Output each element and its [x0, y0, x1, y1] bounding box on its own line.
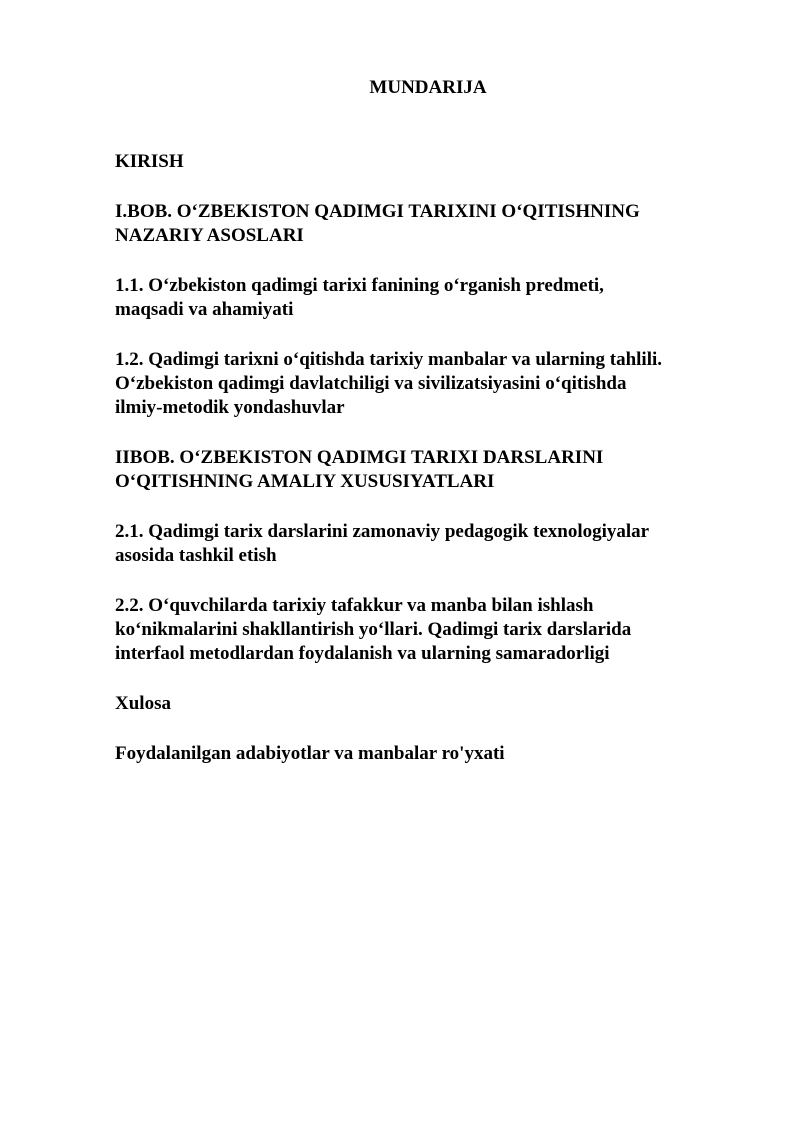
toc-entry-chapter-2: IIBOB. O‘ZBEKISTON QADIMGI TARIXI DARSLARINI O‘QITISHNING AMALIY XUSUSIYATLARI — [115, 447, 604, 492]
toc-entry-references: Foydalanilgan adabiyotlar va manbalar ro'yxati — [115, 743, 505, 764]
toc-entry-conclusion: Xulosa — [115, 693, 171, 714]
toc-entry-section-2-1: 2.1. Qadimgi tarix darslarini zamonaviy pedagogik texnologiyalar asosida tashkil etish — [115, 521, 650, 566]
toc-entry-intro: KIRISH — [115, 151, 184, 172]
toc-entry-section-1-1: 1.1. O‘zbekiston qadimgi tarixi fanining o‘rganish predmeti, maqsadi va ahamiyati — [115, 275, 604, 320]
toc-entry-section-1-2: 1.2. Qadimgi tarixni o‘qitishda tarixiy manbalar va ularning tahlili. O‘zbekiston qadimgi davlatchiligi va sivilizatsiyasini o‘qitishda ilmiy-metodik yondashuvlar — [115, 349, 663, 418]
page-title: MUNDARIJA — [369, 77, 487, 98]
table-of-contents — [115, 150, 765, 792]
toc-entry-section-2-2: 2.2. O‘quvchilarda tarixiy tafakkur va manba bilan ishlash ko‘nikmalarini shakllantirish yo‘llari. Qadimgi tarix darslarida interfaol metodlardan foydalanish va ularning samaradorligi — [115, 595, 632, 664]
toc-entry-chapter-1: I.BOB. O‘ZBEKISTON QADIMGI TARIXINI O‘QITISHNING NAZARIY ASOSLARI — [115, 201, 640, 246]
